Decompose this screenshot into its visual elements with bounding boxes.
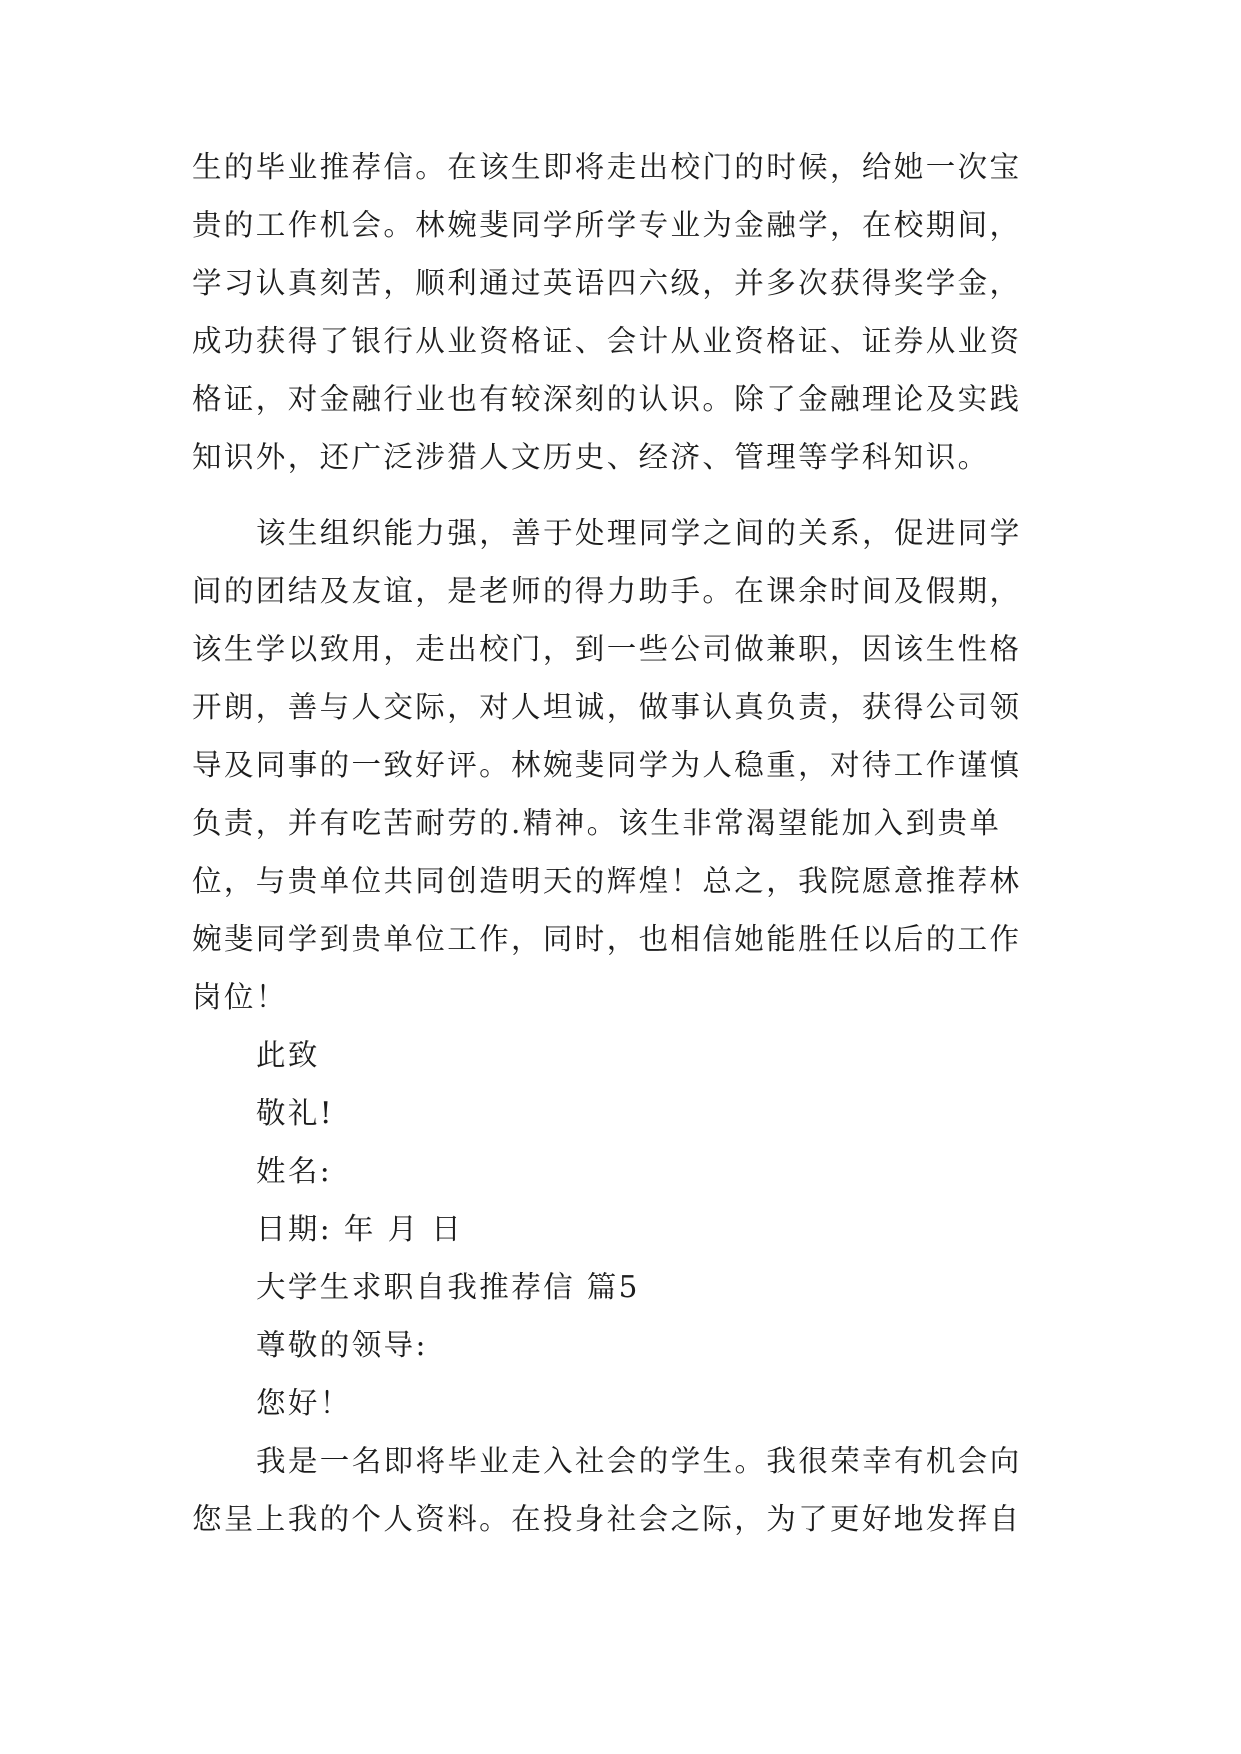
text-line: 间的团结及友谊，是老师的得力助手。在课余时间及假期， bbox=[192, 574, 1022, 608]
text-line: 该生学以致用，走出校门，到一些公司做兼职，因该生性格 bbox=[192, 632, 1022, 666]
text-line: 岗位！ bbox=[192, 980, 288, 1014]
text-line: 学习认真刻苦，顺利通过英语四六级，并多次获得奖学金， bbox=[192, 266, 1022, 300]
text-line: 生的毕业推荐信。在该生即将走出校门的时候，给她一次宝 bbox=[192, 150, 1022, 184]
text-line: 位，与贵单位共同创造明天的辉煌！总之，我院愿意推荐林 bbox=[192, 864, 1022, 898]
signature-date-field: 日期: 年 月 日 bbox=[256, 1212, 464, 1246]
signature-name-field: 姓名: bbox=[256, 1154, 333, 1188]
text-line: 开朗，善与人交际，对人坦诚，做事认真负责，获得公司领 bbox=[192, 690, 1022, 724]
text-line: 负责，并有吃苦耐劳的.精神。该生非常渴望能加入到贵单 bbox=[192, 806, 1002, 840]
letter-greeting: 尊敬的领导: bbox=[256, 1328, 428, 1362]
text-line: 格证，对金融行业也有较深刻的认识。除了金融理论及实践 bbox=[192, 382, 1022, 416]
text-line: 成功获得了银行从业资格证、会计从业资格证、证券从业资 bbox=[192, 324, 1022, 358]
section-heading: 大学生求职自我推荐信 篇5 bbox=[256, 1270, 640, 1304]
text-line: 导及同事的一致好评。林婉斐同学为人稳重，对待工作谨慎 bbox=[192, 748, 1022, 782]
text-line: 知识外，还广泛涉猎人文历史、经济、管理等学科知识。 bbox=[192, 440, 990, 474]
closing-salutation: 此致 bbox=[256, 1038, 320, 1072]
closing-regards: 敬礼! bbox=[256, 1096, 335, 1130]
letter-hello: 您好！ bbox=[256, 1386, 352, 1420]
text-line: 贵的工作机会。林婉斐同学所学专业为金融学，在校期间， bbox=[192, 208, 1022, 242]
text-line: 婉斐同学到贵单位工作，同时，也相信她能胜任以后的工作 bbox=[192, 922, 1022, 956]
paragraph-first-line: 我是一名即将毕业走入社会的学生。我很荣幸有机会向 bbox=[256, 1444, 1022, 1478]
text-line: 您呈上我的个人资料。在投身社会之际，为了更好地发挥自 bbox=[192, 1502, 1022, 1536]
paragraph-first-line: 该生组织能力强，善于处理同学之间的关系，促进同学 bbox=[256, 516, 1022, 550]
